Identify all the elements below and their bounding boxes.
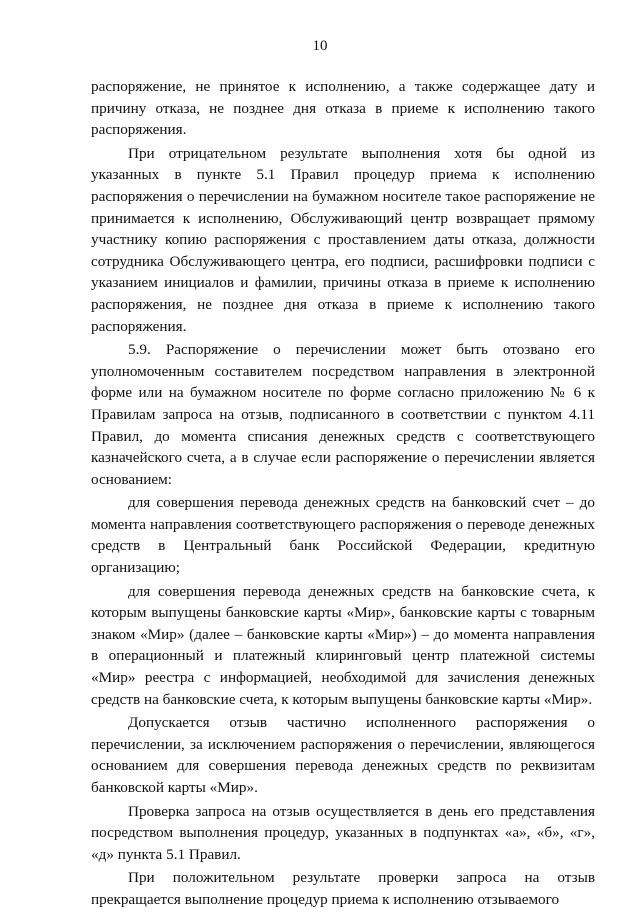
paragraph-bank-account-transfer: для совершения перевода денежных средств на банковский счет – до момента направления соответствующего распоряжения о переводе денежных средств в Центральный банк Российской Федерации, кредитную организацию; xyxy=(91,494,595,577)
paragraph-positive-result: При положительном результате проверки запроса на отзыв прекращается выполнение процедур приема к исполнению отзываемого xyxy=(91,869,595,908)
page-number: 10 xyxy=(312,38,328,54)
paragraph-partial-recall: Допускается отзыв частично исполненного распоряжения о перечислении, за исключением распоряжения о перечислении, являющегося основанием для совершения перевода денежных средств по реквизитам банковской карты «Мир». xyxy=(91,714,595,796)
paragraph-recall-check: Проверка запроса на отзыв осуществляется в день его представления посредством выполнения процедур, указанных в подпунктах «а», «б», «г», «д» пункта 5.1 Правил. xyxy=(91,802,595,863)
document-body xyxy=(91,76,595,913)
paragraph-5-9-recall: 5.9. Распоряжение о перечислении может быть отозвано его уполномоченным составителем посредством направления в электронной форме или на бумажном носителе по форме согласно приложению № 6 к Правилам запроса на отзыв, подписанного в соответствии с пунктом 4.11 Правил, до момента списания денежных средств с соответствующего казначейского счета, а в случае если распоряжение о перечислении является основанием: xyxy=(91,341,595,488)
paragraph-mir-card-transfer: для совершения перевода денежных средств на банковские счета, к которым выпущены банковские карты «Мир», банковские карты с товарным знаком «Мир» (далее – банковские карты «Мир») – до момента направления в операционный и платежный клиринговый центр платежной системы «Мир» реестра с информацией, необходимой для зачисления денежных средств на банковские счета, к которым выпущены банковские карты «Мир». xyxy=(91,582,595,708)
paragraph-negative-result: При отрицательном результате выполнения хотя бы одной из указанных в пункте 5.1 Правил процедур приема к исполнению распоряжения о перечислении на бумажном носителе такое распоряжение не принимается к исполнению, Обслуживающий центр возвращает прямому участнику копию распоряжения с проставлением даты отказа, должности сотрудника Обслуживающего центра, его подписи, расшифровки подписи с указанием инициалов и фамилии, причины отказа в приеме к исполнению распоряжения, не позднее дня отказа в приеме к исполнению такого распоряжения. xyxy=(91,144,595,335)
paragraph-continuation: распоряжение, не принятое к исполнению, а также содержащее дату и причину отказа, не позднее дня отказа в приеме к исполнению такого распоряжения. xyxy=(91,78,595,139)
